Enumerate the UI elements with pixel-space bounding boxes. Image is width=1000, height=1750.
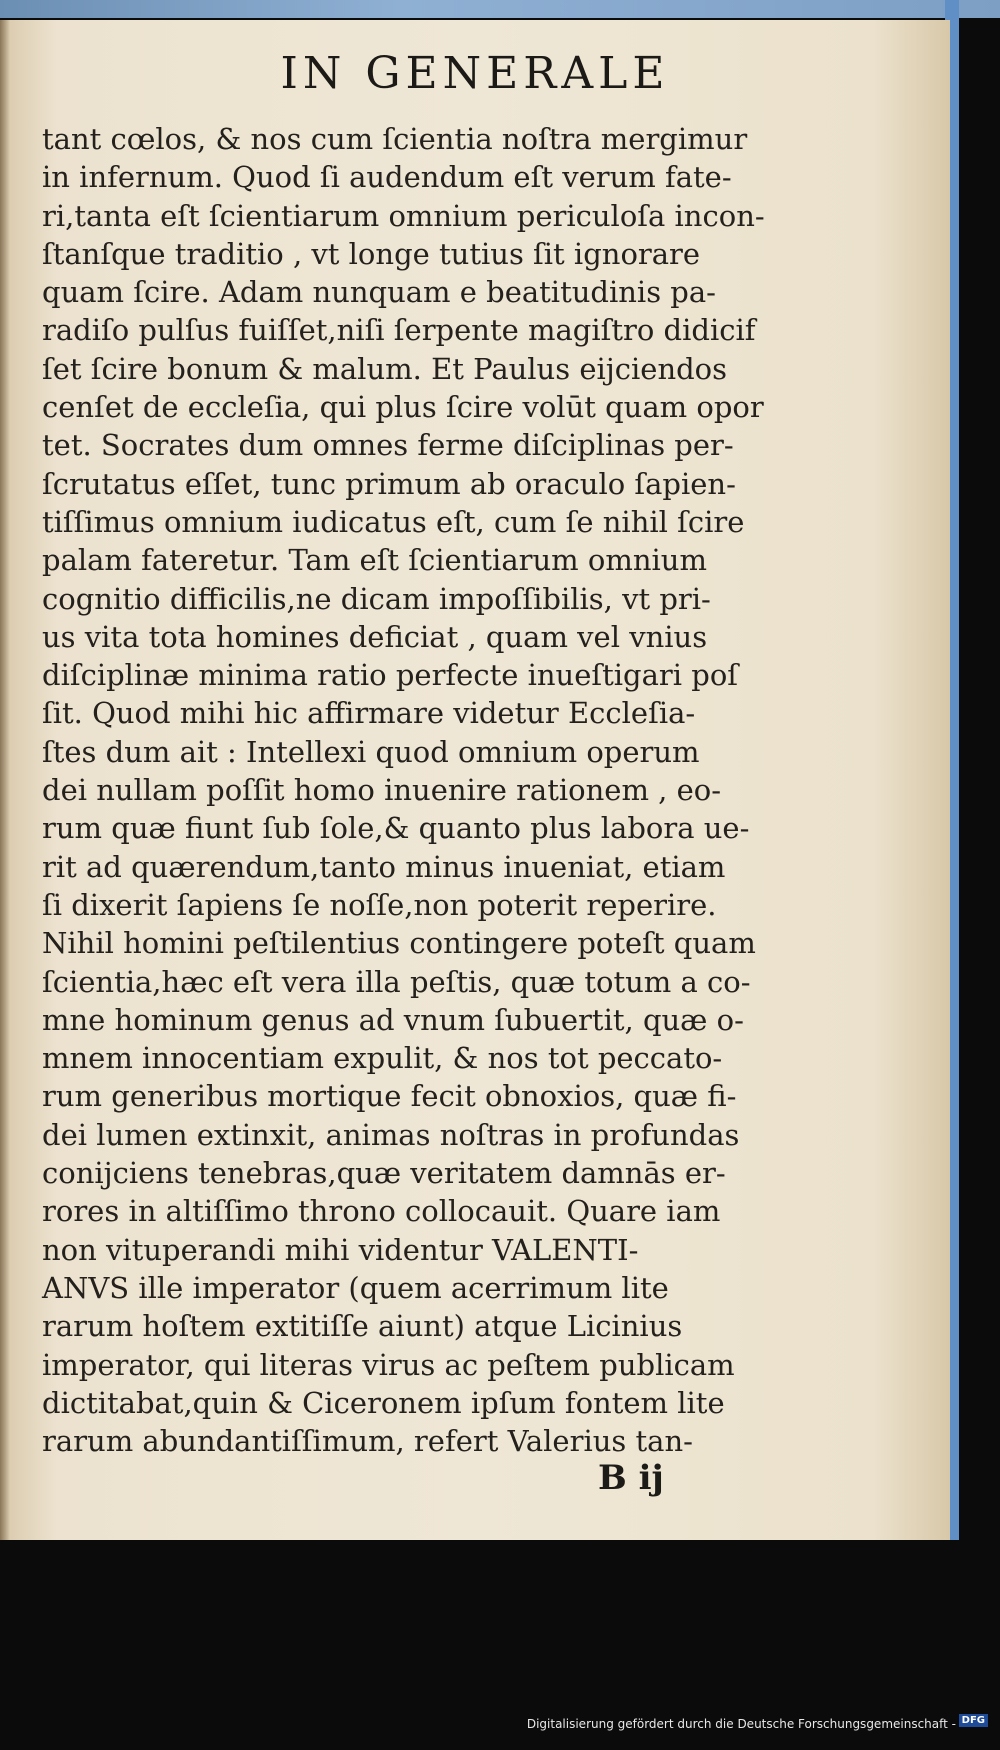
text-line: ſtanſque traditio , vt longe tutius ſit ignorare (42, 236, 701, 271)
text-line: rores in altiſſimo throno collocauit. Quare iam (42, 1194, 721, 1229)
text-line: rum generibus mortique fecit obnoxios, quæ fi- (42, 1079, 737, 1114)
page-gutter-shadow (0, 20, 10, 1540)
text-line: ſtes dum ait : Intellexi quod omnium operum (42, 734, 700, 769)
text-line: palam fateretur. Tam eſt ſcientiarum omnium (42, 543, 707, 578)
running-head: IN GENERALE (280, 48, 670, 99)
text-line: tet. Socrates dum omnes ferme diſciplinas per- (42, 428, 734, 463)
text-line: non vituperandi mihi videntur VALENTI- (42, 1232, 639, 1267)
text-line: rarum hoſtem extitiſſe aiunt) atque Licinius (42, 1309, 683, 1344)
text-line: ri,tanta eſt ſcientiarum omnium periculoſa incon- (42, 198, 765, 233)
text-line: mne hominum genus ad vnum ſubuertit, quæ o- (42, 1002, 744, 1037)
text-line: cenſet de eccleſia, qui plus ſcire volūt quam opor (42, 390, 764, 425)
scan-frame-top (0, 0, 1000, 18)
text-line: conijciens tenebras,quæ veritatem damnās er- (42, 1156, 726, 1191)
text-line: dei lumen extinxit, animas noſtras in profundas (42, 1117, 740, 1152)
text-line: imperator, qui literas virus ac peſtem publicam (42, 1347, 735, 1382)
text-line: mnem innocentiam expulit, & nos tot peccato- (42, 1041, 723, 1076)
text-line: cognitio difficilis,ne dicam impoſſibilis, vt pri- (42, 581, 711, 616)
text-line: dictitabat,quin & Ciceronem ipſum fontem lite (42, 1385, 725, 1420)
text-line: ſet ſcire bonum & malum. Et Paulus eijciendos (42, 351, 728, 386)
text-line: us vita tota homines deficiat , quam vel vnius (42, 619, 708, 654)
text-line: radiſo pulſus fuiſſet,niſi ſerpente magiſtro didicif (42, 313, 756, 348)
dfg-logo: DFG (959, 1714, 988, 1727)
text-line: quam ſcire. Adam nunquam e beatitudinis pa- (42, 275, 716, 310)
text-line: diſciplinæ minima ratio perfecte inueſtigari poſ (42, 658, 739, 693)
text-line: rarum abundantiſſimum, refert Valerius tan- (42, 1424, 693, 1459)
text-line: tiſſimus omnium iudicatus eſt, cum ſe nihil ſcire (42, 504, 745, 539)
text-line: Nihil homini peſtilentius contingere poteſt quam (42, 926, 756, 961)
text-line: rit ad quærendum,tanto minus inueniat, etiam (42, 849, 726, 884)
text-line: ANVS ille imperator (quem acerrimum lite (42, 1270, 669, 1305)
text-line: ſcrutatus eſſet, tunc primum ab oraculo ſapien- (42, 466, 736, 501)
signature-mark: B ij (598, 1458, 664, 1498)
body-text (42, 120, 812, 1460)
footer-credit: Digitalisierung gefördert durch die Deutsche Forschungsgemeinschaft - (526, 1717, 956, 1731)
text-line: ſcientia,hæc eſt vera illa peſtis, quæ totum a co- (42, 964, 751, 999)
text-line: rum quæ fiunt ſub ſole,& quanto plus labora ue- (42, 811, 750, 846)
text-line: ſit. Quod mihi hic affirmare videtur Eccleſia- (42, 696, 696, 731)
text-line: dei nullam poſſit homo inuenire rationem , eo- (42, 773, 722, 808)
text-line: ſi dixerit ſapiens ſe noſſe,non poterit reperire. (42, 887, 717, 922)
text-line: in infernum. Quod ſi audendum eſt verum fate- (42, 160, 732, 195)
text-line: tant cœlos, & nos cum ſcientia noſtra mergimur (42, 122, 748, 156)
